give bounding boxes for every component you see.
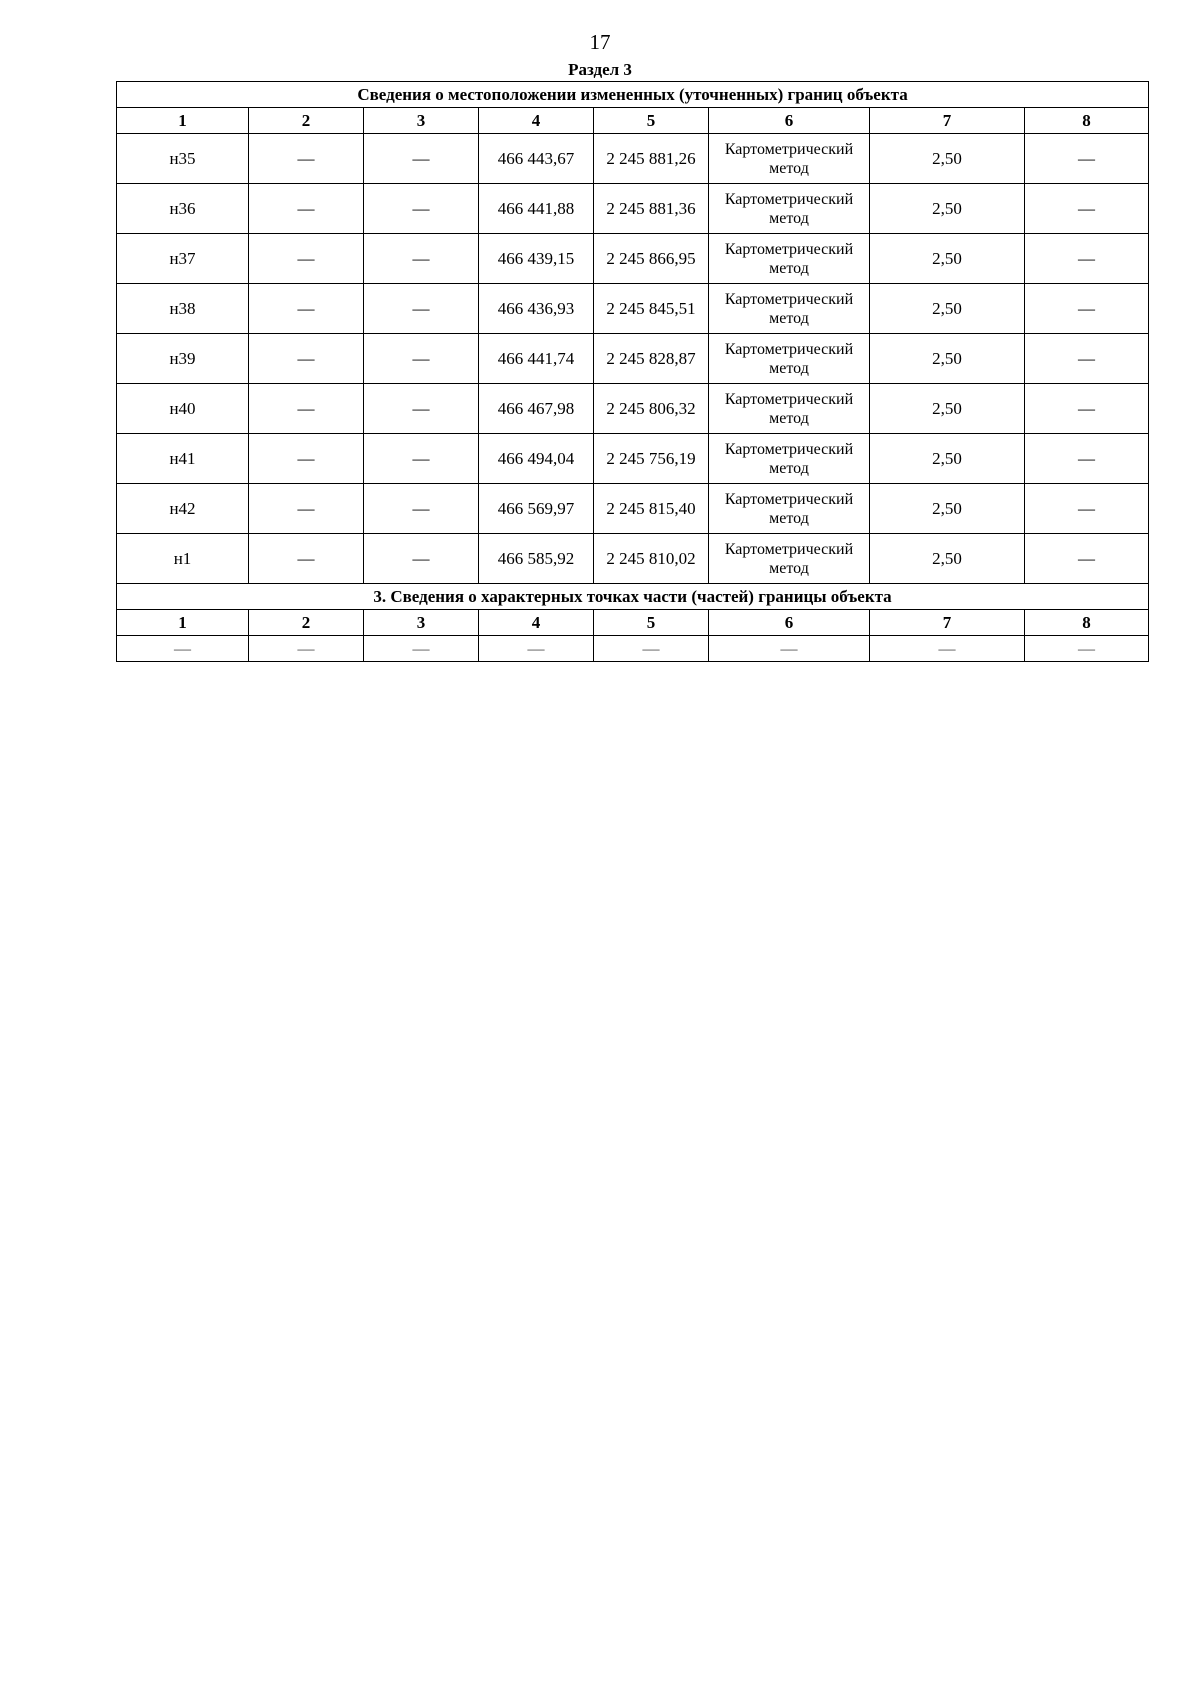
table-row: [117, 384, 1149, 434]
x-coordinate-cell: 466 494,04: [479, 434, 594, 484]
column-number: 5: [594, 610, 709, 636]
column-number: 4: [479, 610, 594, 636]
empty-cell: —: [249, 234, 364, 284]
x-coordinate-cell: 466 467,98: [479, 384, 594, 434]
column-number: 3: [364, 108, 479, 134]
column-number: 2: [249, 108, 364, 134]
empty-cell: —: [249, 434, 364, 484]
table-row: [117, 134, 1149, 184]
column-number-row: [117, 610, 1149, 636]
empty-cell: —: [1025, 184, 1149, 234]
point-name-cell: н1: [117, 534, 249, 584]
column-number: 7: [870, 610, 1025, 636]
empty-cell: —: [249, 184, 364, 234]
empty-cell: —: [364, 534, 479, 584]
accuracy-cell: 2,50: [870, 534, 1025, 584]
method-cell: Картометрический метод: [709, 534, 870, 584]
point-name-cell: н36: [117, 184, 249, 234]
table-row: [117, 484, 1149, 534]
method-cell: Картометрический метод: [709, 484, 870, 534]
parts-caption: 3. Сведения о характерных точках части (частей) границы объекта: [117, 584, 1149, 610]
table-caption-row: [117, 82, 1149, 108]
column-number-row: [117, 108, 1149, 134]
empty-cell: —: [1025, 534, 1149, 584]
empty-cell: —: [709, 636, 870, 662]
empty-cell: —: [364, 184, 479, 234]
empty-cell: —: [364, 134, 479, 184]
empty-cell: —: [249, 334, 364, 384]
empty-cell: —: [364, 484, 479, 534]
empty-cell: —: [364, 234, 479, 284]
empty-cell: —: [1025, 234, 1149, 284]
method-cell: Картометрический метод: [709, 434, 870, 484]
accuracy-cell: 2,50: [870, 434, 1025, 484]
empty-cell: —: [117, 636, 249, 662]
point-name-cell: н41: [117, 434, 249, 484]
empty-cell: —: [364, 384, 479, 434]
table-row: [117, 284, 1149, 334]
accuracy-cell: 2,50: [870, 384, 1025, 434]
column-number: 5: [594, 108, 709, 134]
point-name-cell: н40: [117, 384, 249, 434]
empty-cell: —: [1025, 434, 1149, 484]
table-row: [117, 334, 1149, 384]
empty-cell: —: [594, 636, 709, 662]
x-coordinate-cell: 466 569,97: [479, 484, 594, 534]
column-number: 4: [479, 108, 594, 134]
empty-cell: —: [364, 334, 479, 384]
y-coordinate-cell: 2 245 810,02: [594, 534, 709, 584]
empty-cell: —: [249, 134, 364, 184]
x-coordinate-cell: 466 585,92: [479, 534, 594, 584]
column-number: 8: [1025, 610, 1149, 636]
column-number: 6: [709, 610, 870, 636]
y-coordinate-cell: 2 245 845,51: [594, 284, 709, 334]
column-number: 2: [249, 610, 364, 636]
empty-cell: —: [364, 284, 479, 334]
y-coordinate-cell: 2 245 806,32: [594, 384, 709, 434]
empty-cell: —: [249, 534, 364, 584]
empty-cell: —: [1025, 334, 1149, 384]
empty-cell: —: [870, 636, 1025, 662]
method-cell: Картометрический метод: [709, 234, 870, 284]
table-caption: Сведения о местоположении измененных (уточненных) границ объекта: [117, 82, 1149, 108]
column-number: 1: [117, 610, 249, 636]
point-name-cell: н42: [117, 484, 249, 534]
empty-cell: —: [1025, 384, 1149, 434]
empty-cell: —: [479, 636, 594, 662]
x-coordinate-cell: 466 436,93: [479, 284, 594, 334]
point-name-cell: н35: [117, 134, 249, 184]
column-number: 6: [709, 108, 870, 134]
method-cell: Картометрический метод: [709, 184, 870, 234]
point-name-cell: н37: [117, 234, 249, 284]
table-row: [117, 534, 1149, 584]
parts-table-row: [117, 636, 1149, 662]
empty-cell: —: [249, 384, 364, 434]
accuracy-cell: 2,50: [870, 234, 1025, 284]
method-cell: Картометрический метод: [709, 334, 870, 384]
y-coordinate-cell: 2 245 881,26: [594, 134, 709, 184]
method-cell: Картометрический метод: [709, 134, 870, 184]
empty-cell: —: [249, 284, 364, 334]
x-coordinate-cell: 466 441,88: [479, 184, 594, 234]
y-coordinate-cell: 2 245 828,87: [594, 334, 709, 384]
empty-cell: —: [249, 484, 364, 534]
table-body: [117, 82, 1149, 662]
point-name-cell: н39: [117, 334, 249, 384]
empty-cell: —: [364, 434, 479, 484]
column-number: 8: [1025, 108, 1149, 134]
empty-cell: —: [1025, 484, 1149, 534]
y-coordinate-cell: 2 245 866,95: [594, 234, 709, 284]
table-row: [117, 184, 1149, 234]
y-coordinate-cell: 2 245 881,36: [594, 184, 709, 234]
empty-cell: —: [1025, 284, 1149, 334]
accuracy-cell: 2,50: [870, 284, 1025, 334]
empty-cell: —: [1025, 134, 1149, 184]
table-row: [117, 434, 1149, 484]
method-cell: Картометрический метод: [709, 284, 870, 334]
empty-cell: —: [364, 636, 479, 662]
x-coordinate-cell: 466 439,15: [479, 234, 594, 284]
accuracy-cell: 2,50: [870, 134, 1025, 184]
parts-caption-row: [117, 584, 1149, 610]
accuracy-cell: 2,50: [870, 184, 1025, 234]
accuracy-cell: 2,50: [870, 484, 1025, 534]
x-coordinate-cell: 466 443,67: [479, 134, 594, 184]
empty-cell: —: [1025, 636, 1149, 662]
column-number: 7: [870, 108, 1025, 134]
x-coordinate-cell: 466 441,74: [479, 334, 594, 384]
page-number: 17: [589, 30, 611, 54]
y-coordinate-cell: 2 245 815,40: [594, 484, 709, 534]
point-name-cell: н38: [117, 284, 249, 334]
column-number: 3: [364, 610, 479, 636]
boundary-table: [116, 81, 1149, 662]
method-cell: Картометрический метод: [709, 384, 870, 434]
empty-cell: —: [249, 636, 364, 662]
accuracy-cell: 2,50: [870, 334, 1025, 384]
column-number: 1: [117, 108, 249, 134]
y-coordinate-cell: 2 245 756,19: [594, 434, 709, 484]
section-title: Раздел 3: [568, 60, 632, 79]
table-row: [117, 234, 1149, 284]
